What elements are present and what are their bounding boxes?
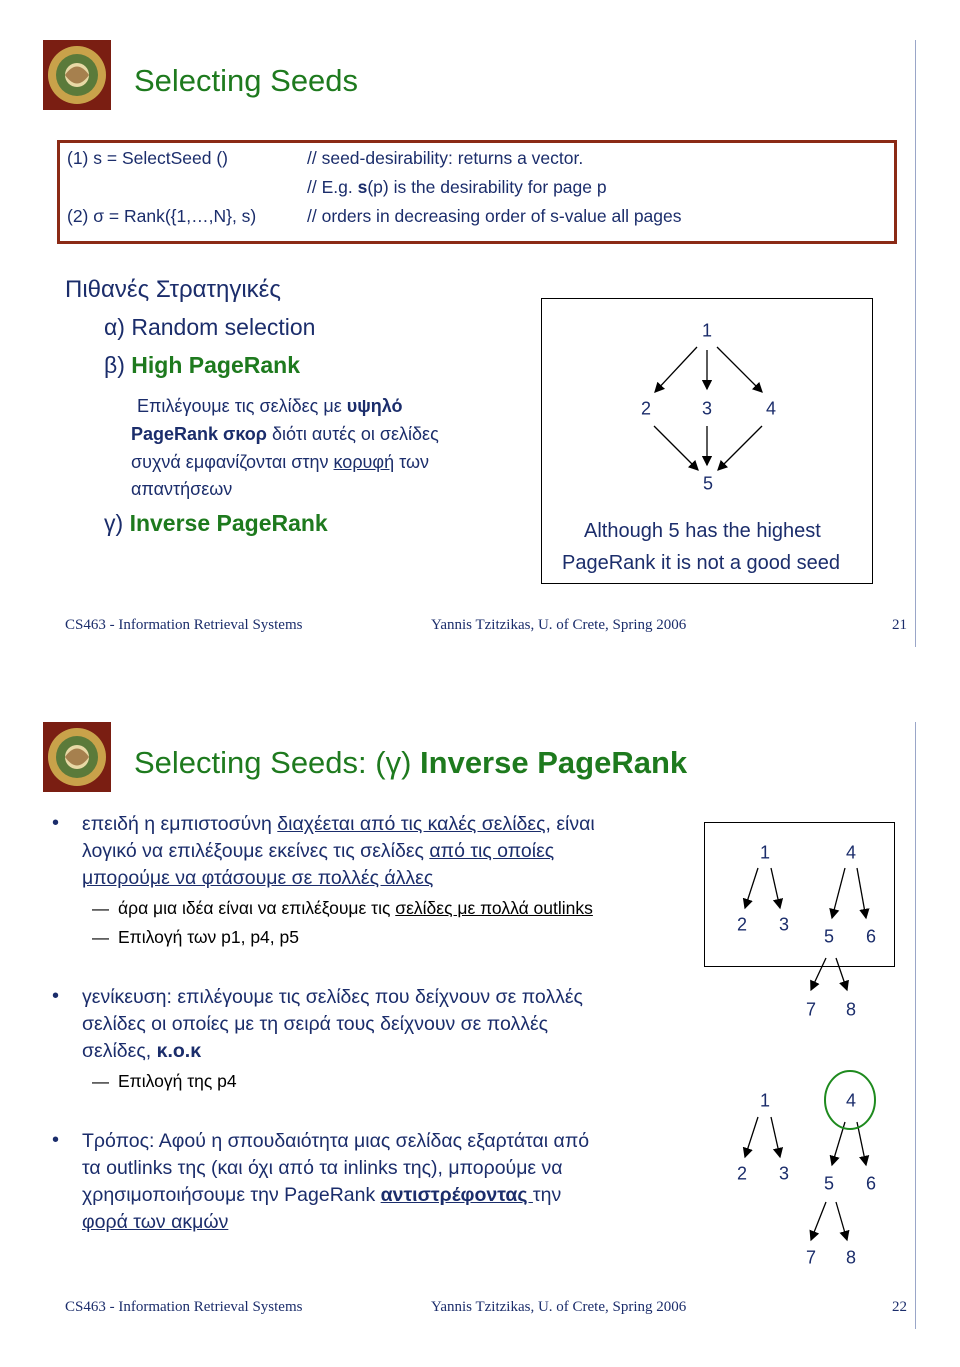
- graph1-node: 3: [778, 914, 790, 935]
- strategy-b-prefix: β): [104, 352, 132, 378]
- graph-node: 4: [765, 398, 777, 419]
- underlined-text: φορά των ακμών: [82, 1211, 229, 1233]
- underlined-text: από τις οποίες: [429, 840, 555, 862]
- strategy-c-prefix: γ): [104, 510, 130, 536]
- graph-node: 5: [702, 473, 714, 494]
- strategies-heading: Πιθανές Στρατηγικές: [65, 276, 281, 303]
- bullet-dot: •: [52, 1129, 60, 1151]
- graph1-node: 4: [845, 842, 857, 863]
- graph2-node: 1: [759, 1090, 771, 1111]
- text: άρα μια ιδέα είναι να επιλέξουμε τις: [118, 898, 396, 918]
- text: σελίδες,: [82, 1040, 157, 1062]
- graph-caption-line-2: PageRank it is not a good seed: [562, 552, 840, 574]
- underlined-text: σελίδες με πολλά outlinks: [395, 898, 593, 918]
- text: λογικό να επιλέξουμε εκείνες τις σελίδες: [82, 840, 430, 862]
- graph2-node: 7: [805, 1247, 817, 1268]
- sub-bullet-dash: —: [92, 1072, 109, 1091]
- bold-text: κ.ο.κ: [156, 1040, 202, 1062]
- b2-line-1: γενίκευση: επιλέγουμε τις σελίδες που δείχνουν σε πολλές: [82, 986, 583, 1008]
- graph-node: 3: [701, 398, 713, 419]
- desc-text: των: [394, 452, 430, 472]
- graph2-node: 3: [778, 1163, 790, 1184]
- title-bold: Inverse PageRank: [420, 745, 688, 780]
- desc-bold: PageRank σκορ: [131, 424, 267, 444]
- code-text: (p) is the desirability for page p: [367, 177, 607, 197]
- graph2-node: 8: [845, 1247, 857, 1268]
- desc-line-4: απαντήσεων: [131, 479, 233, 499]
- desc-underlined: κορυφή: [333, 452, 395, 472]
- strategy-a: α) Random selection: [104, 314, 316, 340]
- graph1-node: 7: [805, 999, 817, 1020]
- graph2-node: 6: [865, 1173, 877, 1194]
- graph1-node: 2: [736, 914, 748, 935]
- graph-node: 2: [640, 398, 652, 419]
- graph2-node: 2: [736, 1163, 748, 1184]
- code-line3-right: // orders in decreasing order of s-value all pages: [307, 206, 682, 226]
- code-text: // E.g.: [307, 177, 358, 197]
- bullet-dot: •: [52, 985, 60, 1007]
- b2-sub-1: Επιλογή της p4: [118, 1071, 237, 1091]
- desc-bold: υψηλό: [346, 396, 403, 416]
- code-line1-right: // seed-desirability: returns a vector.: [307, 148, 584, 168]
- strategy-c-name: Inverse PageRank: [129, 510, 328, 536]
- bullet-dot: •: [52, 812, 60, 834]
- graph-node: 1: [701, 320, 713, 341]
- desc-text: συχνά εμφανίζονται στην: [131, 452, 334, 472]
- text: την: [532, 1184, 562, 1206]
- footer-course: CS463 - Information Retrieval Systems: [65, 1299, 303, 1315]
- page-number: 22: [892, 1299, 907, 1315]
- graph1-node: 5: [823, 926, 835, 947]
- bold-underlined-text: αντιστρέφοντας: [380, 1184, 533, 1206]
- text: , είναι: [545, 813, 595, 835]
- graph1-node: 8: [845, 999, 857, 1020]
- graph2-node: 4: [845, 1090, 857, 1111]
- strategy-b-name: High PageRank: [131, 352, 300, 378]
- footer-course: CS463 - Information Retrieval Systems: [65, 617, 303, 633]
- text: επειδή η εμπιστοσύνη: [82, 813, 278, 835]
- code-text: (1) s = SelectSeed (): [67, 148, 228, 168]
- sub-bullet-dash: —: [92, 928, 109, 947]
- slide-title: Selecting Seeds: [134, 63, 359, 98]
- title-prefix: Selecting Seeds: (γ): [134, 745, 421, 780]
- graph1-node: 1: [759, 842, 771, 863]
- text: χρησιμοποιήσουμε την PageRank: [82, 1184, 381, 1206]
- graph2-node: 5: [823, 1173, 835, 1194]
- b2-line-2: σελίδες οι οποίες με τη σειρά τους δείχνουν σε πολλές: [82, 1013, 549, 1035]
- code-text-bold: s: [357, 177, 368, 197]
- desc-text: Επιλέγουμε τις σελίδες με: [137, 396, 347, 416]
- b3-line-2: τα outlinks της (και όχι από τα inlinks της), μπορούμε να: [82, 1157, 563, 1179]
- underlined-text: διαχέεται από τις καλές σελίδες: [277, 813, 546, 835]
- b1-sub-2: Επιλογή των p1, p4, p5: [118, 927, 299, 947]
- code-line3-left: (2) σ = Rank({1,…,N}, s): [67, 206, 257, 226]
- graph-caption-line-1: Although 5 has the highest: [584, 520, 821, 542]
- b3-line-1: Τρόπος: Αφού η σπουδαιότητα μιας σελίδας εξαρτάται από: [82, 1130, 590, 1152]
- underlined-text: μπορούμε να φτάσουμε σε πολλές άλλες: [82, 867, 434, 889]
- sub-bullet-dash: —: [92, 899, 109, 918]
- page-number: 21: [892, 617, 907, 633]
- footer-author: Yannis Tzitzikas, U. of Crete, Spring 2006: [431, 617, 687, 633]
- footer-author: Yannis Tzitzikas, U. of Crete, Spring 2006: [431, 1299, 687, 1315]
- desc-text: διότι αυτές οι σελίδες: [266, 424, 439, 444]
- graph1-node: 6: [865, 926, 877, 947]
